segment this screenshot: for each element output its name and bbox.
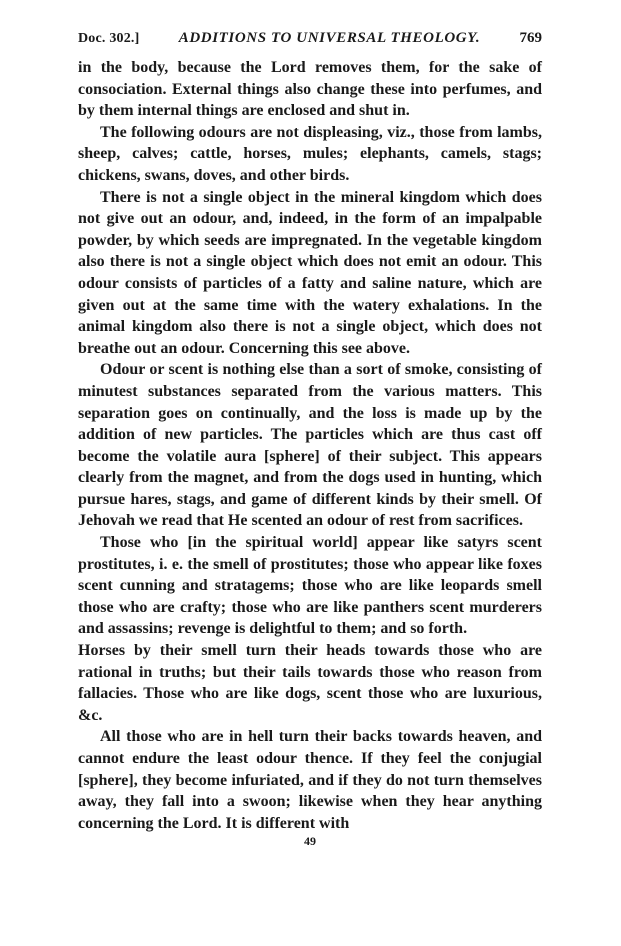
doc-reference: Doc. 302.] [78, 31, 140, 46]
running-title: ADDITIONS TO UNIVERSAL THEOLOGY. [178, 30, 481, 46]
paragraph-continued: in the body, because the Lord removes them, for the sake of consociation. External things also change these into perfumes, and by them internal things are enclosed and shut in. [78, 59, 542, 120]
page-number: 769 [519, 30, 542, 46]
paragraph: All those who are in hell turn their backs towards heaven, and cannot endure the least odour thence. If they feel the conjugial [sphere], they become infuriated, and if they do not turn themselves away, they fall into a swoon; likewise when they hear anything concerning the Lord. It is different with [78, 728, 542, 832]
running-header [78, 30, 542, 47]
body-text [78, 57, 542, 834]
page [78, 30, 542, 848]
signature-mark: 49 [304, 834, 316, 849]
paragraph: Odour or scent is nothing else than a sort of smoke, consisting of minutest substances separated from the various matters. This separation goes on continually, and the loss is made up by the addition of new particles. The particles which are thus cast off become the volatile aura [sphere] of their subject. This appears clearly from the magnet, and from the dogs used in hunting, which pursue hares, stags, and game of different kinds by their smell. Of Jehovah we read that He scented an odour of rest from sacrifices. [78, 361, 542, 530]
paragraph: Horses by their smell turn their heads towards those who are rational in truths; but their tails towards those who reason from fallacies. Those who are like dogs, scent those who are luxurious, &c. [78, 642, 542, 724]
paragraph: The following odours are not displeasing, viz., those from lambs, sheep, calves; cattle, horses, mules; elephants, camels, stags; chickens, swans, doves, and other birds. [78, 123, 542, 184]
paragraph: There is not a single object in the mineral kingdom which does not give out an odour, and, indeed, in the form of an impalpable powder, by which seeds are impregnated. In the vegetable kingdom also there is not a single object which does not emit an odour. This odour consists of particles of a fatty and saline nature, which are given out at the same time with the watery exhalations. In the animal kingdom also there is not a single object, which does not breathe out an odour. Concerning this see above. [78, 188, 542, 357]
paragraph: Those who [in the spiritual world] appear like satyrs scent prostitutes, i. e. the smell of prostitutes; those who appear like foxes scent cunning and stratagems; those who are like leopards smell those who are crafty; those who are like panthers scent murderers and assassins; revenge is delightful to them; and so forth. [78, 534, 542, 638]
